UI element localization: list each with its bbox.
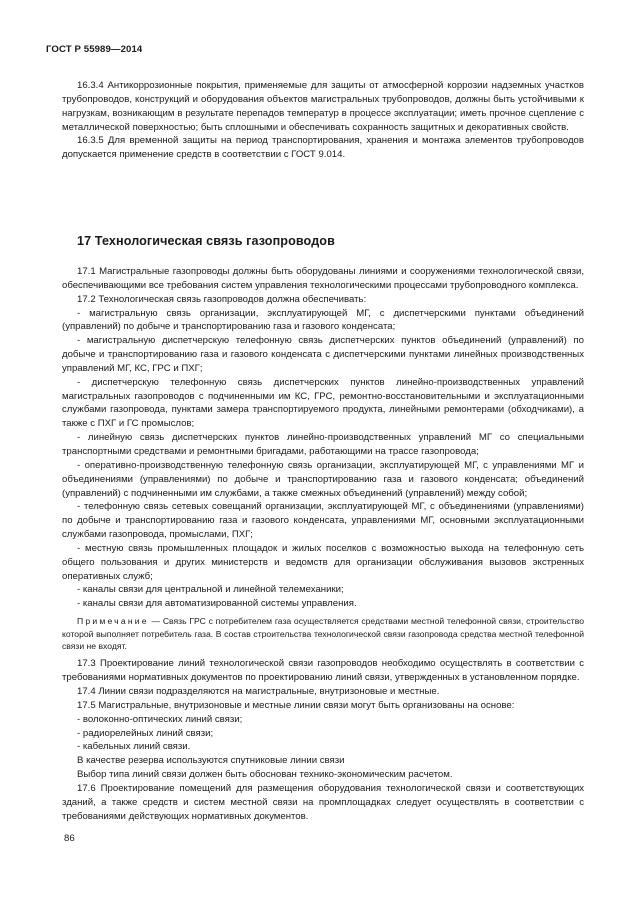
paragraph-reserve: В качестве резерва используются спутниковые линии связи bbox=[77, 755, 345, 767]
list-item: - каналы связи для центральной и линейной телемеханики; bbox=[77, 584, 344, 596]
paragraph-17-1: 17.1 Магистральные газопроводы должны быть оборудованы линиями и сооружениями технологической связи, обеспечивающими все требования систем управления технологическими процессами трубопроводного комплекса. bbox=[62, 266, 584, 291]
list-item: - местную связь промышленных площадок и жилых поселков с возможностью выхода на телефонную сеть общего пользования и других министерств и ведомств для организации обслуживания вызовов экстренных оперативных служб; bbox=[62, 542, 584, 582]
section-17-text bbox=[62, 265, 584, 823]
list-item: - магистральную связь организации, эксплуатирующей МГ, с диспетчерскими пунктами объединений (управлений) по добыче и транспортированию газа и газового конденсата; bbox=[62, 307, 584, 333]
section-16-text bbox=[62, 79, 584, 162]
list-item: - каналы связи для автоматизированной системы управления. bbox=[77, 598, 357, 610]
paragraph-16-3-5: 16.3.5 Для временной защиты на период транспортирования, хранения и монтажа элементов трубопроводов допускается применение средств в соответствии с ГОСТ 9.014. bbox=[62, 135, 584, 161]
paragraph-16-3-4: 16.3.4 Антикоррозионные покрытия, применяемые для защиты от атмосферной коррозии надземных участков трубопроводов, конструкций и оборудования объектов магистральных трубопроводов, должны быть устойчивыми к нагрузкам, возникающим в результате перепадов температур в процессе эксплуатации; иметь прочное сцепление с металлической поверхностью; быть сплошными и обеспечивать сохранность защитных и декоративных свойств. bbox=[62, 80, 584, 133]
list-item: - телефонную связь сетевых совещаний организации, эксплуатирующей МГ, с объединениями (управлениями) по добыче и транспортированию газа и газового конденсата, управлениями МГ, основными эксплуатационными службами газопровода, промыслами, ПХГ; bbox=[62, 501, 584, 541]
list-item: - радиорелейных линий связи; bbox=[77, 727, 214, 739]
list-item: - волоконно-оптических линий связи; bbox=[77, 713, 243, 725]
paragraph-choice: Выбор типа линий связи должен быть обоснован технико-экономическим расчетом. bbox=[77, 769, 453, 781]
paragraph-17-6: 17.6 Проектирование помещений для размещения оборудования технологической связи и соответствующих зданий, а также средств и систем местной связи на промплощадках следует осуществлять в соответствии с требованиями действующих нормативных документов. bbox=[62, 782, 584, 822]
list-item: - кабельных линий связи. bbox=[77, 741, 191, 753]
list-item: - оперативно-производственную телефонную связь организации, эксплуатирующей МГ, с управлениями МГ и объединениями (управлениями) по добыче и транспортированию газа и газового конденсата; объединений (управлений) с подчиненными им службами, а также смежных объединений (управлений) между собой; bbox=[62, 459, 584, 499]
section-17-heading: 17 Технологическая связь газопроводов bbox=[77, 234, 335, 248]
paragraph-17-2: 17.2 Технологическая связь газопроводов должна обеспечивать: bbox=[77, 293, 367, 305]
paragraph-17-3: 17.3 Проектирование линий технологической связи газопроводов необходимо осуществлять в соответствии с требованиями нормативных документов по проектированию линий связи, утвержденных в установленном порядке. bbox=[62, 658, 584, 684]
paragraph-17-4: 17.4 Линии связи подразделяются на магистральные, внутризоновые и местные. bbox=[77, 686, 440, 697]
list-item: - линейную связь диспетчерских пунктов линейно-производственных управлений МГ со специальными транспортными средствами и ремонтными бригадами, работающими на трассе газопровода; bbox=[62, 432, 584, 457]
list-item: - диспетчерскую телефонную связь диспетчерских пунктов линейно-производственных управлений магистральных газопроводов с подчиненными им КС, ГРС, ремонтно-восстановительными и эксплуатационными службами газопровода, пунктами замера транспортируемого продукта, линейными ремонтерами (обходчиками), а также с ПХГ и ГС промыслов; bbox=[62, 376, 584, 430]
note-text: — Связь ГРС с потребителем газа осуществляется средствами местной телефонной связи, строительство которой выполняет потребитель газа. В состав строительства технологической связи газопровода средства местной телефонной связи не входят. bbox=[62, 616, 584, 651]
document-header-code: ГОСТ Р 55989—2014 bbox=[46, 44, 143, 55]
list-item: - магистральную диспетчерскую телефонную связь диспетчерских пунктов объединений (управлений) по добыче и транспортированию газа и газового конденсата с диспетчерскими пунктами линейных производственных управлений МГ, КС, ГРС и ПХГ; bbox=[62, 335, 584, 374]
paragraph-17-5: 17.5 Магистральные, внутризоновые и местные линии связи могут быть организованы на основе: bbox=[77, 699, 515, 711]
page-number: 86 bbox=[64, 833, 75, 844]
note bbox=[62, 615, 584, 652]
note-label: Примечание bbox=[77, 616, 149, 627]
